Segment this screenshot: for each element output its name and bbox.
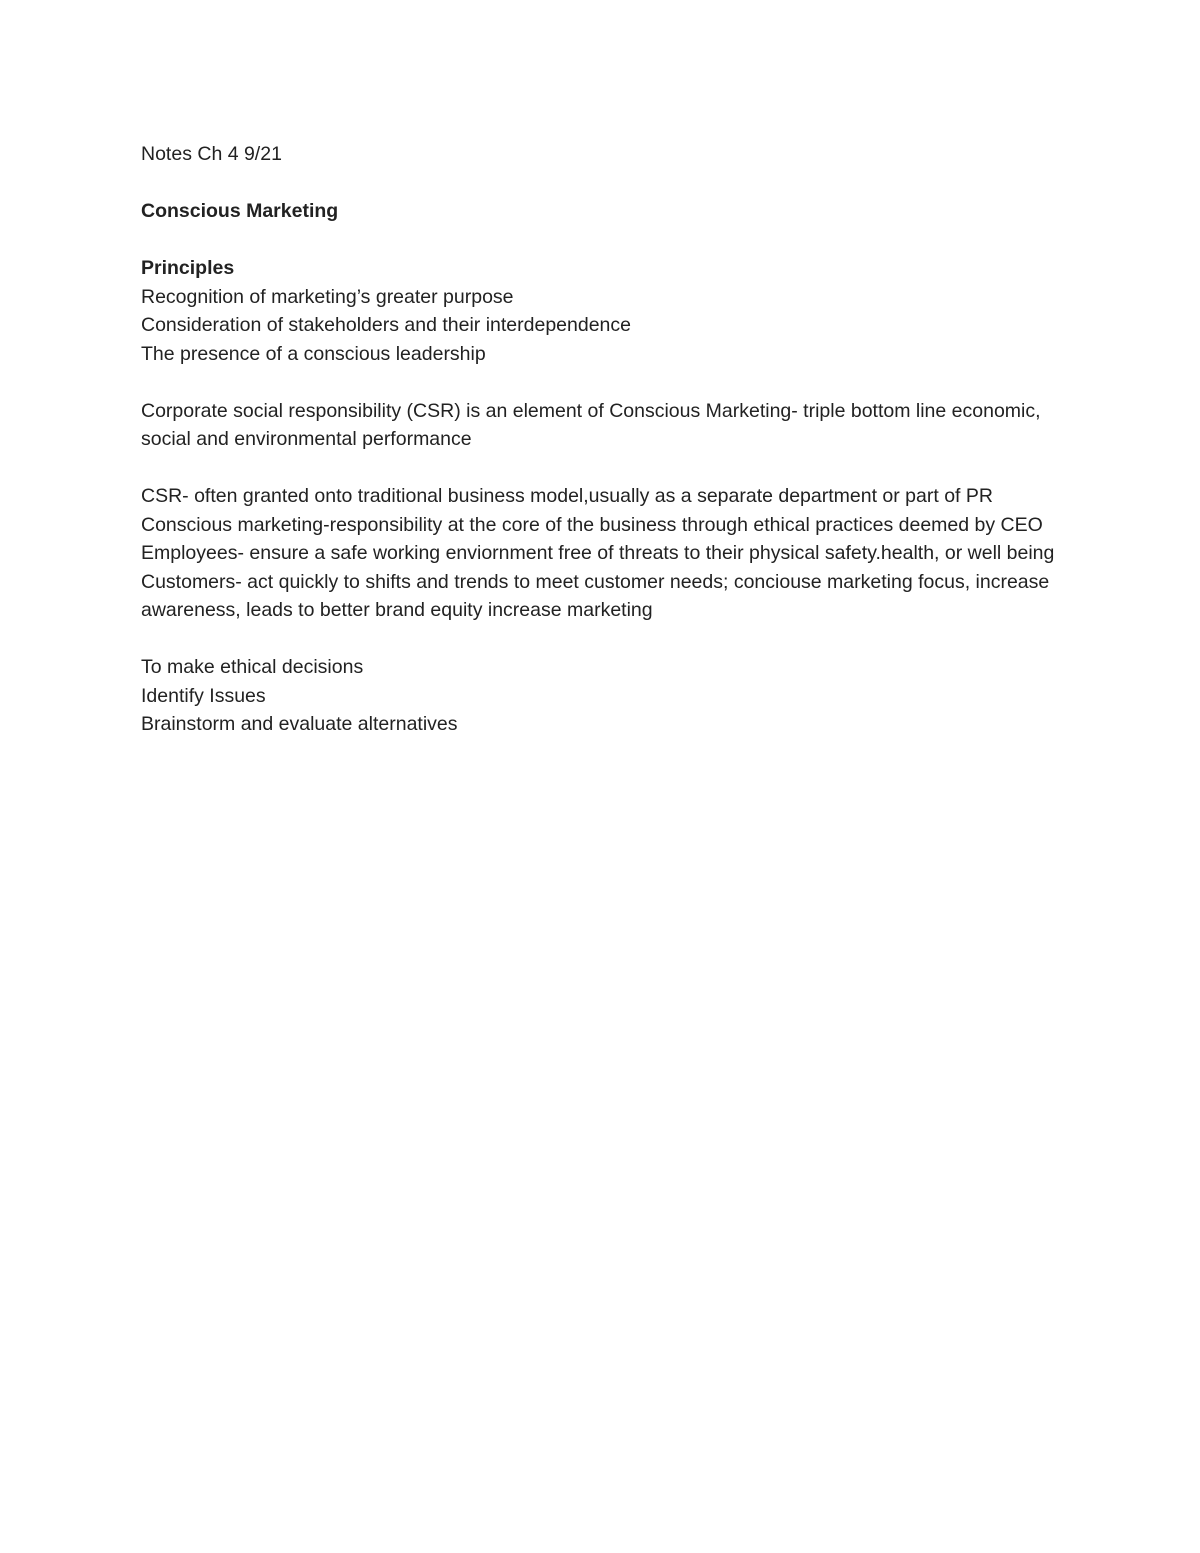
ethical-decision-step: Brainstorm and evaluate alternatives [141, 713, 458, 735]
detail-item: Conscious marketing-responsibility at the core of the business through ethical practices deemed by CEO [141, 513, 1043, 536]
spacer [141, 454, 1071, 483]
principle-item: The presence of a conscious leadership [141, 342, 486, 365]
spacer [141, 368, 1071, 397]
spacer [141, 625, 1071, 654]
document-title: Conscious Marketing [141, 200, 339, 222]
csr-paragraph: Corporate social responsibility (CSR) is an element of Conscious Marketing- triple bottom line economic, social and environmental performance [141, 399, 1041, 450]
ethical-decision-step: Identify Issues [141, 684, 266, 707]
detail-item: Customers- act quickly to shifts and trends to meet customer needs; conciouse marketing focus, increase awareness, leads to better brand equity increase marketing [141, 570, 1050, 621]
document-body [141, 140, 1071, 739]
notes-header-line: Notes Ch 4 9/21 [141, 143, 282, 165]
principle-item: Recognition of marketing’s greater purpose [141, 285, 514, 308]
spacer [141, 226, 1071, 255]
principle-item: Consideration of stakeholders and their interdependence [141, 314, 631, 336]
ethical-decisions-heading: To make ethical decisions [141, 656, 364, 678]
detail-item: CSR- often granted onto traditional business model,usually as a separate department or part of PR [141, 485, 993, 507]
detail-item: Employees- ensure a safe working enviornment free of threats to their physical safety.health, or well being [141, 542, 1055, 564]
spacer [141, 169, 1071, 198]
principles-heading: Principles [141, 257, 235, 279]
